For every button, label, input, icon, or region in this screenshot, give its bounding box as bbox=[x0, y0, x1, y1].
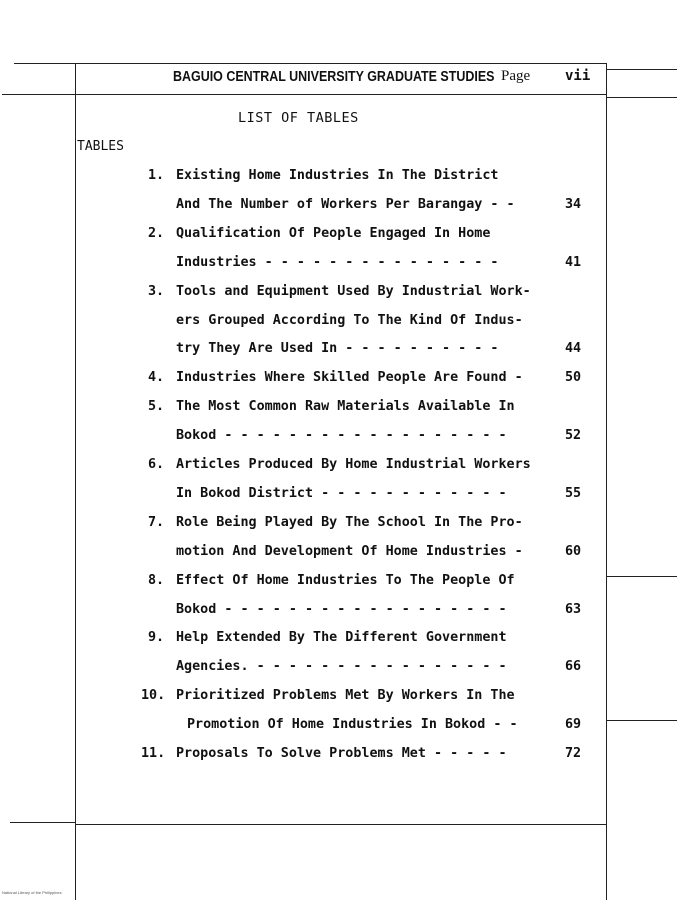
table-entry-line: Role Being Played By The School In The Pro- bbox=[176, 514, 523, 530]
left-margin-rule bbox=[75, 63, 76, 900]
table-entry-number: 8. bbox=[148, 572, 165, 588]
table-entry-line: Bokod - - - - - - - - - - - - - - - - - - bbox=[176, 428, 507, 444]
table-entry-line: Effect Of Home Industries To The People Of bbox=[176, 572, 515, 588]
table-entry-page: 52 bbox=[565, 428, 582, 444]
list-title: LIST OF TABLES bbox=[238, 110, 359, 126]
table-entry-page: 72 bbox=[565, 746, 582, 761]
header-page-number: vii bbox=[565, 68, 591, 84]
side-tick-right-2 bbox=[607, 720, 677, 721]
table-entry-page: 63 bbox=[565, 601, 582, 617]
bottom-border-rule-left bbox=[10, 822, 76, 823]
table-entry-line: motion And Development Of Home Industries - bbox=[176, 543, 523, 559]
table-entry-line: Industries Where Skilled People Are Found - bbox=[176, 370, 523, 386]
header-underline bbox=[76, 94, 607, 95]
table-entry-line: Tools and Equipment Used By Industrial Work- bbox=[176, 283, 531, 299]
table-entry-line: Promotion Of Home Industries In Bokod - - bbox=[187, 717, 518, 733]
table-entry-line: ers Grouped According To The Kind Of Indus- bbox=[176, 312, 523, 328]
table-entry-number: 11. bbox=[141, 746, 166, 761]
table-entry-line: The Most Common Raw Materials Available In bbox=[176, 399, 515, 415]
table-entry-line: Industries - - - - - - - - - - - - - - - bbox=[176, 254, 499, 270]
table-entry-page: 34 bbox=[565, 196, 582, 212]
table-entry-number: 9. bbox=[148, 630, 165, 646]
table-entry-line: Existing Home Industries In The District bbox=[176, 168, 499, 183]
table-entry-page: 60 bbox=[565, 543, 582, 559]
header-underline-right bbox=[607, 97, 677, 98]
table-entry-line: Prioritized Problems Met By Workers In The bbox=[176, 688, 515, 704]
table-entry-page: 44 bbox=[565, 341, 582, 357]
table-entry-number: 5. bbox=[148, 399, 165, 415]
table-entry-line: Bokod - - - - - - - - - - - - - - - - - - bbox=[176, 601, 507, 617]
footnote: National Library of the Philippines bbox=[2, 890, 62, 895]
table-entry-number: 6. bbox=[148, 457, 165, 472]
header-page-label: Page bbox=[501, 68, 531, 84]
table-entry-number: 10. bbox=[141, 688, 166, 704]
table-entry-line: try They Are Used In - - - - - - - - - - bbox=[176, 341, 499, 357]
table-entry-number: 2. bbox=[148, 225, 165, 241]
table-entry-line: In Bokod District - - - - - - - - - - - - bbox=[176, 485, 507, 501]
page-header bbox=[0, 64, 677, 92]
table-entry-line: Qualification Of People Engaged In Home bbox=[176, 225, 491, 241]
header-underline-left bbox=[2, 94, 76, 95]
table-entry-number: 7. bbox=[148, 514, 165, 530]
table-entry-number: 1. bbox=[148, 168, 165, 183]
table-entry-page: 66 bbox=[565, 659, 582, 675]
table-entry-line: Help Extended By The Different Government bbox=[176, 630, 507, 646]
table-entry-number: 3. bbox=[148, 283, 165, 299]
bottom-border-rule bbox=[76, 824, 607, 825]
table-entry-page: 41 bbox=[565, 254, 582, 270]
table-entry-line: Agencies. - - - - - - - - - - - - - - - - bbox=[176, 659, 507, 675]
table-entry-line: And The Number of Workers Per Barangay - - bbox=[176, 196, 515, 212]
header-title: BAGUIO CENTRAL UNIVERSITY GRADUATE STUDIES bbox=[173, 69, 495, 85]
table-entry-page: 69 bbox=[565, 717, 582, 733]
table-entry-page: 55 bbox=[565, 485, 582, 501]
table-entry-line: Articles Produced By Home Industrial Workers bbox=[176, 457, 531, 472]
right-margin-rule bbox=[606, 63, 607, 900]
table-entry-page: 50 bbox=[565, 370, 582, 386]
table-entry-number: 4. bbox=[148, 370, 165, 386]
tables-label: TABLES bbox=[77, 139, 124, 154]
side-tick-right-1 bbox=[607, 576, 677, 577]
table-entry-line: Proposals To Solve Problems Met - - - - - bbox=[176, 746, 507, 761]
